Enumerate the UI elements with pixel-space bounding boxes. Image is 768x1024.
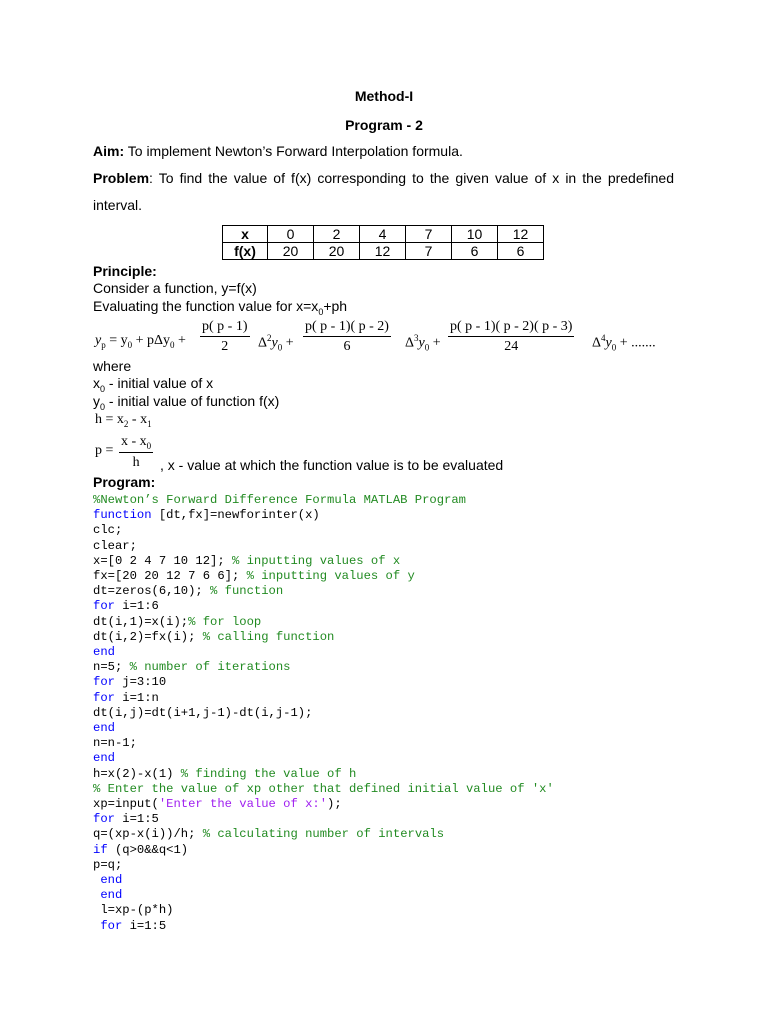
aim-text: To implement Newton’s Forward Interpolation formula. (124, 143, 463, 159)
code-line (93, 630, 334, 645)
delta-y: y (271, 335, 278, 351)
table-cell: 2 (314, 226, 360, 243)
code-token: for (93, 599, 115, 614)
formula-term-1: + pΔy (132, 333, 171, 348)
delta-power: 3 (414, 333, 419, 343)
code-token: % function (210, 584, 284, 599)
code-line (93, 660, 290, 675)
formula-lhs: y (95, 333, 102, 348)
code-token: i=1:5 (114, 812, 159, 827)
code-token: end (93, 751, 115, 766)
code-token: xp=input( (93, 797, 159, 811)
table-cell: 0 (268, 226, 314, 243)
code-line (93, 706, 312, 721)
x0-text: - initial value of x (105, 375, 214, 391)
code-token: if (93, 842, 108, 857)
delta-y-sub: 0 (277, 342, 283, 353)
problem-text: : To find the value of f(x) corresponding to the given value of x in the predefined interval. (93, 170, 674, 213)
p-denominator: h (132, 454, 140, 470)
code-token: end (93, 645, 115, 659)
delta-y-sub: 0 (424, 342, 430, 353)
code-token: q=(xp-x(i))/h; (93, 827, 203, 842)
p-numerator (119, 434, 153, 453)
formula-delta-2 (405, 333, 441, 352)
code-token: n=n-1; (93, 736, 137, 751)
code-token: % inputting values of y (246, 569, 415, 583)
table-cell: 7 (406, 243, 452, 260)
code-token: % calling function (202, 629, 335, 644)
x0-sub: 0 (100, 383, 106, 394)
table-cell: 6 (498, 243, 544, 260)
formula-tail: + ....... (616, 335, 656, 351)
table-cell: 7 (406, 226, 452, 243)
code-line (93, 858, 122, 873)
delta-power: 2 (267, 333, 272, 343)
table-cell: 12 (360, 243, 406, 260)
h-minus: - x (128, 412, 148, 427)
fraction-2-numerator: p( p - 1)( p - 2) (303, 319, 391, 337)
p-num-sub: 0 (146, 440, 152, 451)
principle-line-2-prefix: Evaluating the function value for x=x (93, 298, 319, 314)
program-heading-label: Program: (93, 474, 156, 490)
code-line (93, 782, 554, 797)
table-cell: 6 (452, 243, 498, 260)
table-cell: 10 (452, 226, 498, 243)
code-token: end (93, 888, 123, 903)
code-line (93, 539, 137, 554)
code-token: p=q; (93, 857, 123, 872)
code-token: for (93, 690, 115, 705)
formula-plus: + (174, 333, 186, 348)
table-cell: 20 (268, 243, 314, 260)
formula-plus: + (282, 335, 294, 351)
code-token: ); (327, 797, 342, 811)
code-line (93, 721, 115, 736)
table-head-x: x (223, 226, 268, 243)
code-line (93, 827, 444, 842)
delta-power: 4 (601, 333, 606, 343)
principle-line-2-suffix: +ph (323, 298, 348, 314)
x0-definition (93, 375, 213, 394)
code-token: [dt,fx]=newforinter(x) (151, 508, 320, 523)
delta-y: y (418, 335, 425, 351)
formula-eq-sub: 0 (127, 339, 133, 350)
table-row (223, 243, 544, 260)
code-line (93, 675, 166, 690)
code-line (93, 523, 122, 538)
formula-plus: + (429, 335, 441, 351)
code-line (93, 873, 122, 888)
data-table (222, 225, 544, 260)
code-token: (q>0&&q<1) (107, 842, 189, 857)
principle-line-2 (93, 298, 347, 317)
code-token: j=3:10 (114, 675, 167, 690)
code-token: % for loop (188, 614, 262, 629)
code-token: i=1:n (114, 690, 159, 705)
code-line (93, 919, 166, 934)
code-token: for (93, 812, 115, 827)
code-token: i=1:6 (114, 599, 159, 614)
code-token: clc; (93, 523, 123, 538)
code-token: for (93, 675, 115, 690)
fraction-2-denominator: 6 (343, 339, 351, 354)
code-line (93, 736, 137, 751)
code-token: dt(i,1)=x(i); (93, 614, 189, 629)
code-token: n=5; (93, 660, 130, 675)
h-sub-2: 2 (123, 418, 129, 429)
x0-symbol: x (93, 375, 100, 391)
table-cell: 4 (360, 226, 406, 243)
code-token: %Newton’s Forward Difference Formula MATLAB Program (93, 493, 466, 507)
code-token: % calculating number of intervals (202, 827, 445, 842)
code-line (93, 569, 415, 584)
y0-sub: 0 (100, 401, 106, 412)
where-label: where (93, 358, 132, 374)
delta-y: y (605, 335, 612, 351)
code-token: h=x(2)-x(1) (93, 766, 181, 781)
code-line (93, 691, 159, 706)
formula-delta-1 (258, 333, 294, 352)
code-token: end (93, 873, 123, 887)
p-fraction (119, 434, 153, 471)
code-line (93, 615, 261, 630)
code-token: x=[0 2 4 7 10 12]; (93, 553, 232, 568)
p-num-text: x - x (121, 434, 147, 449)
y0-text: - initial value of function f(x) (105, 393, 280, 409)
table-cell: 12 (498, 226, 544, 243)
formula-fraction-1 (200, 319, 250, 355)
fraction-3-numerator: p( p - 1)( p - 2)( p - 3) (448, 319, 574, 337)
h-definition (95, 412, 152, 429)
problem-label: Problem (93, 170, 150, 186)
method-heading: Method-I (354, 88, 414, 104)
fraction-3-denominator: 24 (504, 339, 519, 354)
delta-symbol: Δ (592, 335, 602, 351)
formula-lead (95, 333, 186, 350)
code-line (93, 554, 400, 569)
code-token: % number of iterations (129, 660, 291, 675)
code-token: dt(i,j)=dt(i+1,j-1)-dt(i,j-1); (93, 705, 313, 720)
table-cell: 20 (314, 243, 360, 260)
h-sub-1: 1 (147, 418, 152, 429)
h-def: h = x (95, 412, 124, 427)
formula-lhs-sub: p (101, 339, 106, 350)
code-token: 'Enter the value of x:' (158, 797, 328, 811)
code-token: l=xp-(p*h) (93, 903, 174, 918)
code-line (93, 508, 320, 523)
delta-y-sub: 0 (611, 342, 617, 353)
formula-term-1-sub: 0 (170, 339, 175, 350)
y0-definition (93, 393, 279, 412)
code-token: % inputting values of x (231, 553, 401, 568)
code-token: % finding the value of h (180, 766, 357, 781)
principle-line-1: Consider a function, y=f(x) (93, 280, 257, 296)
principle-line-2-sub: 0 (318, 306, 324, 317)
fraction-1-numerator: p( p - 1) (200, 319, 250, 337)
code-line (93, 645, 115, 660)
code-token: fx=[20 20 12 7 6 6]; (93, 569, 247, 583)
code-line (93, 797, 342, 812)
code-token: dt(i,2)=fx(i); (93, 629, 203, 644)
principle-heading: Principle: (93, 263, 157, 279)
code-line (93, 493, 466, 508)
delta-symbol: Δ (258, 335, 268, 351)
formula-delta-3 (592, 333, 656, 352)
code-line (93, 767, 356, 782)
y0-symbol: y (93, 393, 100, 409)
code-token: for (93, 918, 123, 933)
formula-fraction-3 (448, 319, 574, 355)
code-token: i=1:5 (122, 918, 167, 933)
aim-line (93, 143, 463, 159)
formula-fraction-2 (303, 319, 391, 355)
delta-symbol: Δ (405, 335, 415, 351)
formula-eq: = y (105, 333, 128, 348)
code-token: dt=zeros(6,10); (93, 584, 211, 599)
code-line (93, 751, 115, 766)
p-description: , x - value at which the function value is to be evaluated (160, 457, 504, 473)
code-token: % Enter the value of xp other that defined initial value of 'x' (93, 781, 554, 796)
code-line (93, 584, 283, 599)
code-line (93, 888, 122, 903)
p-lhs: p = (95, 443, 114, 458)
code-line (93, 903, 173, 918)
aim-label: Aim: (93, 143, 125, 159)
fraction-1-denominator: 2 (221, 339, 229, 354)
code-line (93, 599, 159, 614)
table-head-fx: f(x) (223, 243, 268, 260)
program-heading: Program - 2 (345, 117, 423, 133)
code-token: end (93, 721, 115, 735)
code-token: clear; (93, 538, 137, 553)
code-line (93, 843, 188, 858)
table-row (223, 226, 544, 243)
problem-paragraph (93, 165, 674, 219)
code-token: function (93, 508, 152, 523)
code-line (93, 812, 159, 827)
